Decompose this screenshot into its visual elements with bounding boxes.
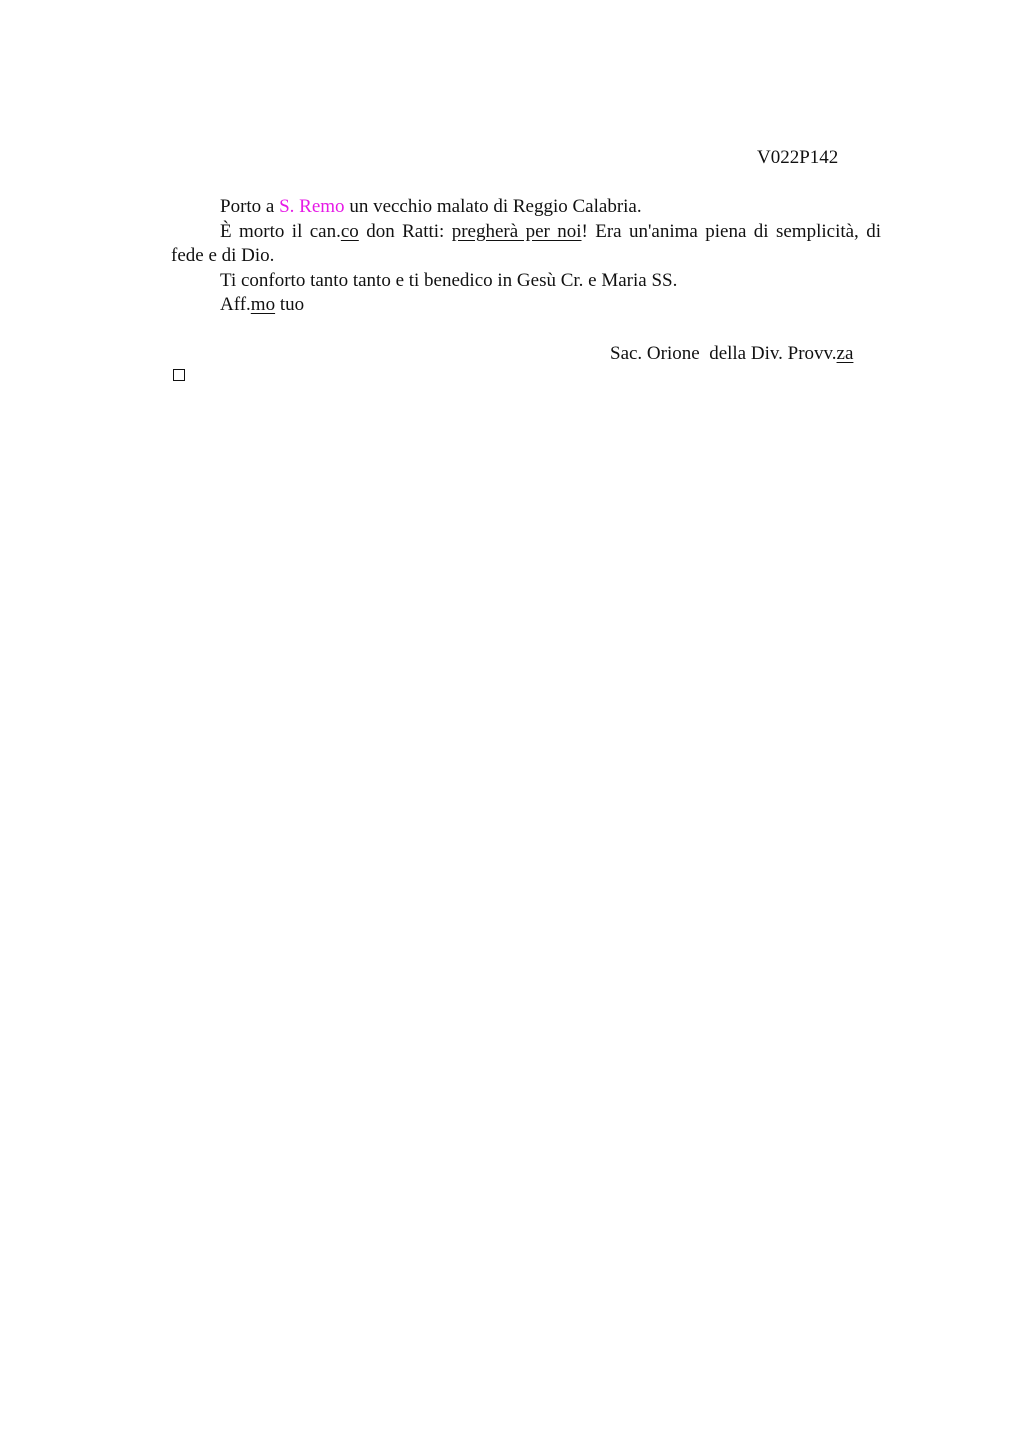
- closing-line: [171, 293, 881, 318]
- signature: [610, 342, 853, 366]
- underlined-phrase: pregherà per noi: [451, 220, 582, 242]
- paragraph-2: [171, 220, 881, 269]
- closing-part-2: tuo: [275, 294, 305, 315]
- abbreviation-mo: mo: [250, 294, 276, 315]
- paragraph-1: [171, 195, 881, 220]
- paragraph-3: Ti conforto tanto tanto e ti benedico in Gesù Cr. e Maria SS.: [220, 269, 678, 291]
- place-name: S. Remo: [279, 196, 345, 217]
- closing-part-1: Aff.: [220, 294, 251, 315]
- checkbox-square-icon: [173, 369, 185, 381]
- paragraph-2-part-2: don Ratti:: [358, 220, 452, 242]
- paragraph-2-part-1: È morto il can.: [220, 220, 341, 242]
- abbreviation-co: co: [340, 220, 359, 242]
- signature-abbreviation: za: [836, 343, 854, 364]
- letter-body: [171, 195, 881, 318]
- paragraph-1-after: un vecchio malato di Reggio Calabria.: [344, 196, 642, 217]
- page-id: V022P142: [757, 147, 839, 168]
- paragraph-2-part-3: ! Era un'anima piena di semplicità, di fede e di Dio.: [171, 220, 881, 266]
- signature-text: Sac. Orione della Div. Provv.: [610, 343, 837, 364]
- paragraph-1-before: Porto a: [220, 196, 280, 217]
